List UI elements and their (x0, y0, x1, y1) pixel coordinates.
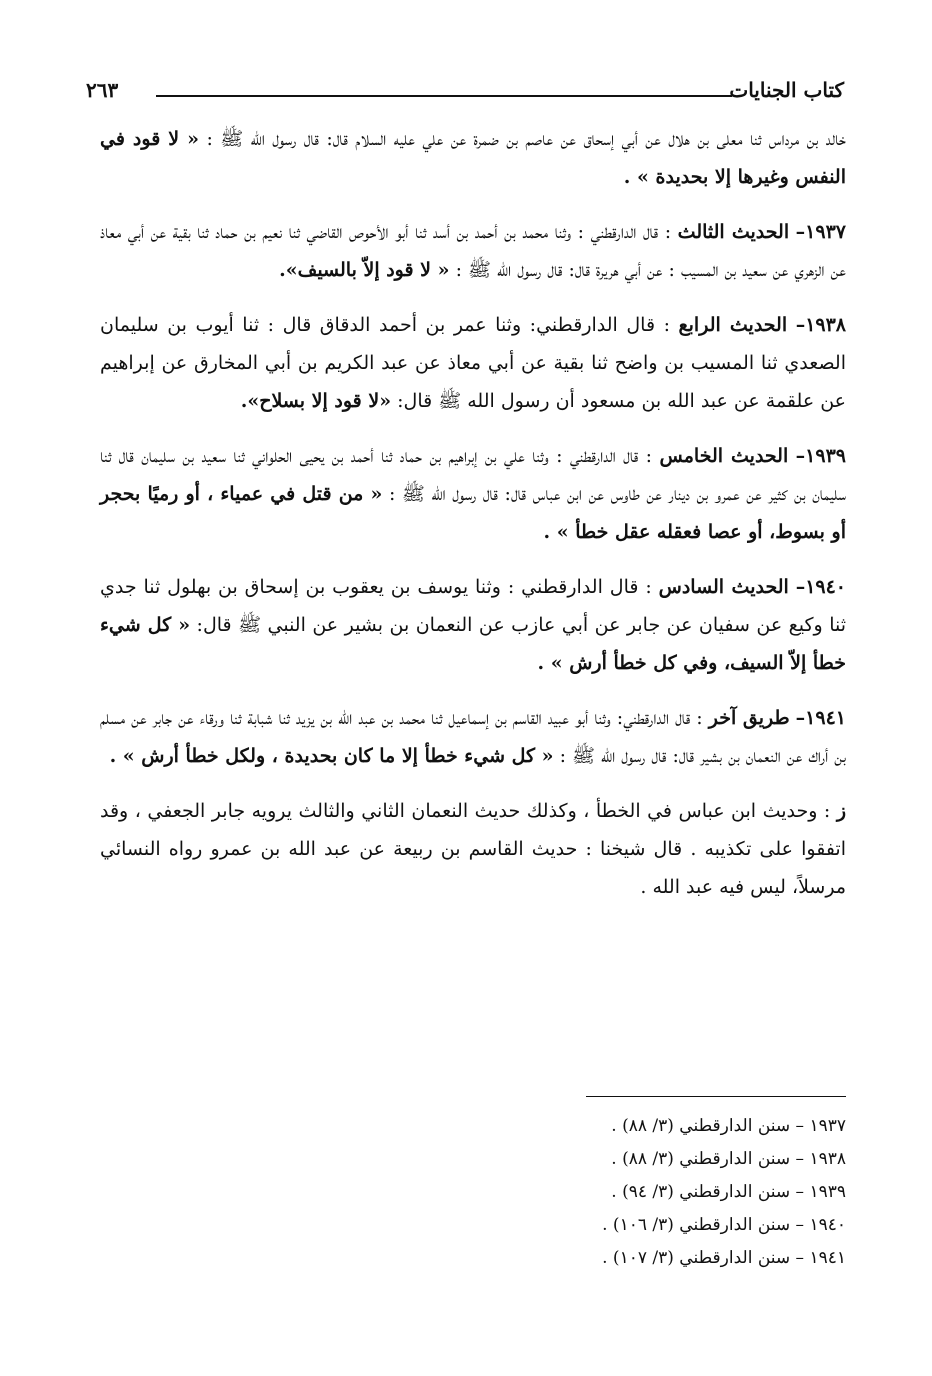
hadith-quote: « كل شيء خطأ إلاّ السيف، وفي كل خطأ أرش » . (100, 614, 846, 674)
hadith-number: ١٩٤١– (795, 707, 846, 729)
hadith-heading: الحديث الخامس (659, 445, 789, 467)
footnote: ١٩٤١ – سنن الدارقطني (٣/ ١٠٧) . (602, 1248, 846, 1268)
footnote: ١٩٣٨ – سنن الدارقطني (٣/ ٨٨) . (611, 1149, 846, 1169)
paragraph-text: : قال الدارقطني : وثنا علي بن إبراهيم بن حماد ثنا أحمد بن يحيى الحلواني ثنا سعيد بن سليمان قال ثنا سليمان بن كثير عن عمرو بن دينار عن طاوس عن ابن عباس قال: قال رسول الله ﷺ : (100, 445, 846, 505)
paragraph (100, 568, 846, 682)
paragraph (100, 120, 846, 196)
hadith-number: ١٩٤٠– (795, 576, 847, 598)
paragraph-text: : قال الدارقطني : وثنا يوسف بن يعقوب بن إسحاق بن بهلول ثنا جدي ثنا وكيع عن سفيان عن جابر عن أبي عازب عن النعمان بن بشير عن النبي ﷺ قال: (100, 576, 846, 636)
paragraph (100, 437, 846, 551)
paragraph (100, 792, 846, 906)
paragraph (100, 699, 846, 775)
hadith-quote: « كل شيء خطأ إلا ما كان بحديدة ، ولكل خطأ أرش » . (109, 745, 554, 767)
footnotes (446, 1110, 846, 1275)
hadith-number: ١٩٣٨– (795, 314, 847, 336)
hadith-quote: «لا قود إلا بسلاح». (240, 390, 392, 412)
paragraph (100, 306, 846, 420)
footnote-separator (586, 1096, 846, 1097)
page-header (86, 78, 844, 112)
hadith-number: ١٩٣٩– (795, 445, 846, 467)
footnote: ١٩٣٩ – سنن الدارقطني (٣/ ٩٤) . (611, 1182, 846, 1202)
page-body (100, 120, 846, 923)
footnote: ١٩٤٠ – سنن الدارقطني (٣/ ١٠٦) . (602, 1215, 846, 1235)
paragraph (100, 213, 846, 289)
hadith-heading: الحديث الرابع (678, 314, 788, 336)
hadith-heading: طريق آخر (708, 707, 790, 729)
paragraph-text: : قال الدارقطني : وثنا محمد بن أحمد بن أسد ثنا أبو الأحوص القاضي ثنا نعيم بن حماد ثنا بقية عن أبي معاذ عن الزهري عن سعيد بن المسيب : عن أبي هريرة قال: قال رسول الله ﷺ : (100, 221, 846, 281)
hadith-heading: الحديث الثالث (677, 221, 790, 243)
paragraph-text: : قال الدارقطني: وثنا عمر بن أحمد الدقاق قال : ثنا أيوب بن سليمان الصعدي ثنا المسيب بن واضح ثنا بقية عن أبي معاذ عن عبد الكريم بن أبي المخارق عن إبراهيم عن علقمة عن عبد الله بن مسعود أن رسول الله ﷺ قال: (100, 314, 846, 412)
header-rule (156, 95, 732, 97)
hadith-quote: « من قتل في عمياء ، أو رميًا بحجر أو بسوط، أو عصا فعقله عقل خطأ » . (100, 483, 846, 543)
hadith-quote: « لا قود إلاّ بالسيف». (279, 259, 450, 281)
footnote: ١٩٣٧ – سنن الدارقطني (٣/ ٨٨) . (611, 1116, 846, 1136)
hadith-quote: « لا قود في النفس وغيرها إلا بحديدة » . (100, 128, 846, 188)
paragraph-text: : قال الدارقطني: وثنا أبو عبيد القاسم بن إسماعيل ثنا محمد بن عبد الله بن يزيد ثنا شبابة ثنا ورقاء عن جابر عن مسلم بن أراك عن النعمان بن بشير قال: قال رسول الله ﷺ : (100, 707, 846, 767)
chapter-title: كتاب الجنايات (729, 78, 844, 102)
hadith-number: ١٩٣٧– (795, 221, 846, 243)
page-number: ٢٦٣ (86, 78, 119, 102)
paragraph-text: خالد بن مرداس ثنا معلى بن هلال عن أبي إسحاق عن عاصم بن ضمرة عن علي عليه السلام قال: قال رسول الله ﷺ : (206, 128, 846, 150)
hadith-heading: الحديث السادس (658, 576, 789, 598)
commentary-marker: ز (836, 800, 846, 822)
paragraph-text: : وحديث ابن عباس في الخطأ ، وكذلك حديث النعمان الثاني والثالث يرويه جابر الجعفي ، وقد اتفقوا على تكذيبه . قال شيخنا : حديث القاسم بن ربيعة عن عبد الله بن عمرو رواه النسائي مرسلاً، ليس فيه عبد الله . (100, 800, 846, 898)
